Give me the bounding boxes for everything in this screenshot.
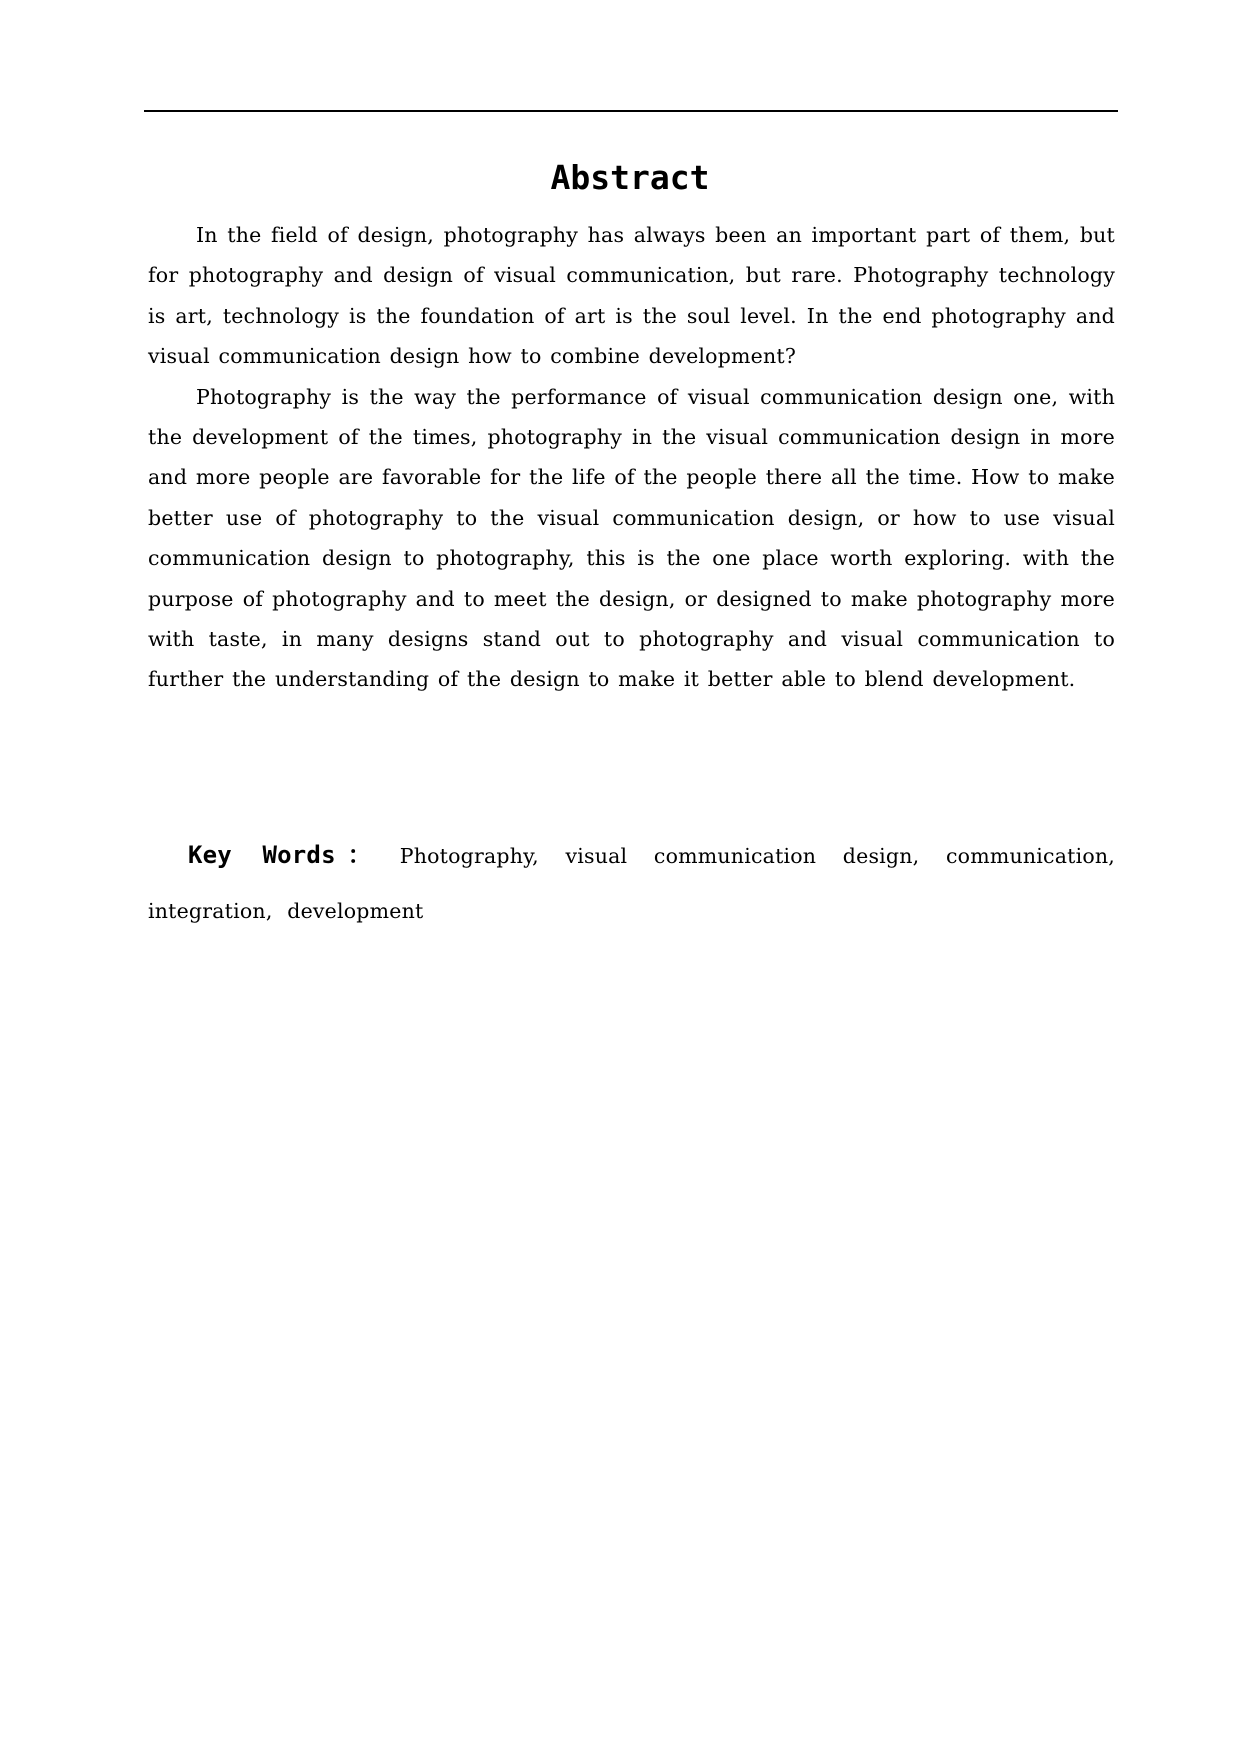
abstract-body — [148, 215, 1115, 700]
keywords-block — [148, 828, 1115, 939]
abstract-paragraph-1: In the field of design, photography has always been an important part of them, but for photography and design of visual communication, but rare. Photography technology is art, technology is the foundation of art is the soul level. In the end photography and visual communication design how to combine development? — [148, 223, 1115, 369]
keywords-text: Photography, visual communication design, communication, integration, development — [148, 844, 1115, 923]
header-rule — [144, 110, 1118, 112]
page-title: Abstract — [550, 158, 710, 197]
abstract-paragraph-2: Photography is the way the performance of visual communication design one, with the development of the times, photography in the visual communication design in more and more people are favorable for the life of the people there all the time. How to make better use of photography to the visual communication design, or how to use visual communication design to photography, this is the one place worth exploring. with the purpose of photography and to meet the design, or designed to make photography more with taste, in many designs stand out to photography and visual communication to further the understanding of the design to make it better able to blend development. — [148, 384, 1115, 692]
keywords-label: Key Words： — [188, 841, 384, 869]
